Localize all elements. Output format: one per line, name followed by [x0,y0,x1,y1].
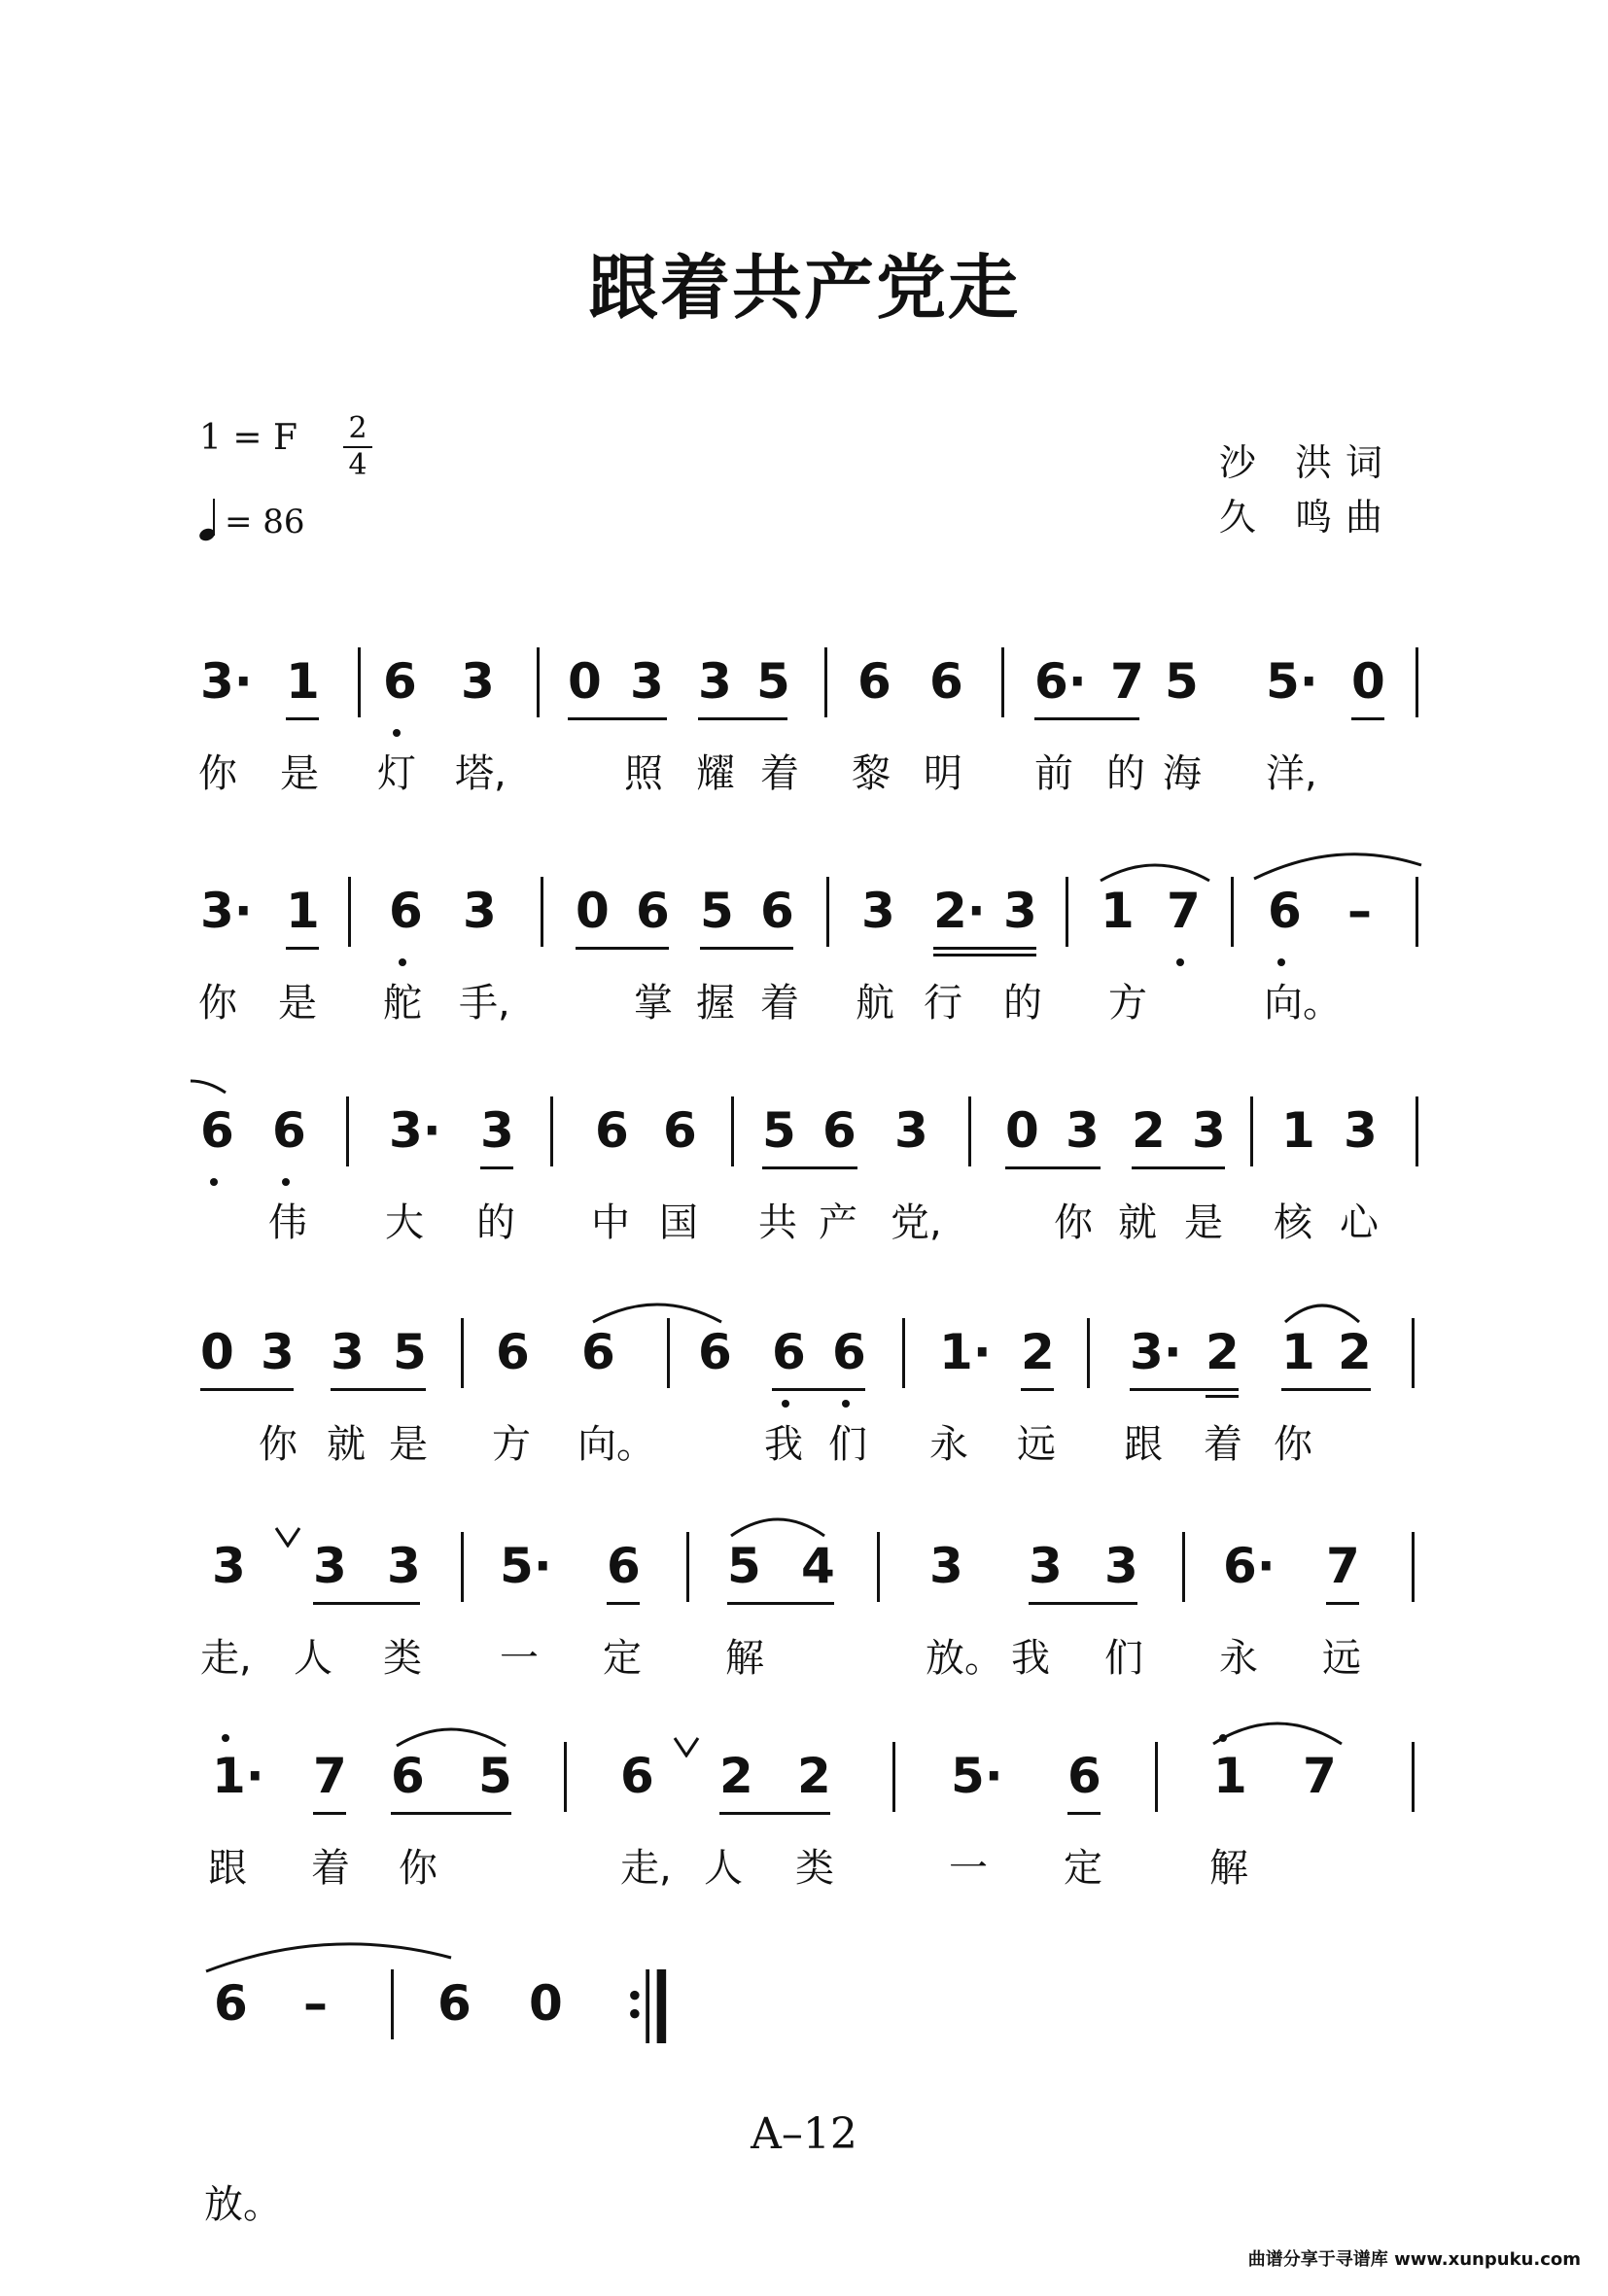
notes-row [0,1538,1608,1616]
note: 3· [389,1102,441,1159]
lyric: 的 [476,1200,515,1245]
lyric: 是 [278,981,317,1026]
lyric: 就 [1118,1200,1157,1245]
note: 3 [929,1538,963,1594]
lyric: 你 [1274,1422,1312,1467]
lyric: 类 [383,1636,422,1681]
lyric: 航 [856,981,894,1026]
notes-row [0,1324,1608,1402]
lyric: 国 [659,1200,698,1245]
note: 0 [529,1975,563,2032]
note: 5 [478,1748,512,1804]
lyricist: 沙 洪词 [1218,441,1396,484]
lyric: 解 [725,1636,764,1681]
lyric: 手, [459,981,510,1026]
lyric: 永 [1219,1636,1258,1681]
note: 3 [463,883,497,939]
note: 6 [214,1975,248,2032]
lyric: 是 [280,751,319,796]
time-denominator: 4 [348,448,367,482]
note: 1 [1281,1324,1315,1380]
lyric: 永 [929,1422,968,1467]
footer-watermark: 曲谱分享于寻谱库 www.xunpuku.com [1247,2249,1581,2270]
note: 6 [607,1538,641,1594]
lyric: 是 [389,1422,428,1467]
note: 5 [727,1538,761,1594]
note: 3 [1003,883,1037,939]
note: 5 [1165,653,1199,710]
lyric: 黎 [852,751,891,796]
note: 6 [581,1324,615,1380]
note: 3 [894,1102,928,1159]
lyric: 我 [1011,1636,1050,1681]
note: 7 [1303,1748,1337,1804]
note: 6 [200,1102,234,1159]
note: 1 [286,653,320,710]
lyric: 塔, [455,751,507,796]
lyric: 类 [795,1846,834,1891]
lyric: 你 [399,1846,437,1891]
note: 5 [762,1102,796,1159]
note: 3· [200,653,253,710]
note: 5 [393,1324,427,1380]
note: 6 [391,1748,425,1804]
note: 3 [261,1324,295,1380]
note: 6 [389,883,423,939]
note: 6 [857,653,891,710]
note: 3· [200,883,253,939]
note: 6 [437,1975,472,2032]
lyric: 是 [1184,1200,1223,1245]
note: 1 [1101,883,1135,939]
lyric: 远 [1322,1636,1361,1681]
lyric: 人 [704,1846,743,1891]
note: 5 [756,653,790,710]
note: 7 [1110,653,1144,710]
lyric: 走, [200,1636,252,1681]
note: 3 [331,1324,365,1380]
lyric: 一 [949,1846,988,1891]
note: 7 [1326,1538,1360,1594]
note: 3 [461,653,495,710]
lyric: 着 [760,751,799,796]
lyric: 中 [591,1200,630,1245]
tempo-value: = 86 [225,503,305,541]
notes-row [0,883,1608,960]
notes-row [0,653,1608,731]
lyric: 放。 [926,1636,1003,1681]
note: 6 [496,1324,530,1380]
page-number: A–12 [751,2109,857,2159]
lyric: 走, [620,1846,672,1891]
note: 1 [1281,1102,1315,1159]
lyric: 共 [758,1200,797,1245]
lyric: 舵 [383,981,422,1026]
note: 6 [760,883,794,939]
lyric: 灯 [377,751,416,796]
note: 0 [576,883,610,939]
lyric: 行 [924,981,962,1026]
note: 6 [832,1324,866,1380]
lyric: 党, [891,1200,942,1245]
lyric: 的 [1003,981,1042,1026]
composer: 久 鸣曲 [1218,496,1396,539]
note: 2 [719,1748,753,1804]
note: 3 [1104,1538,1138,1594]
note: 7 [1167,883,1201,939]
lyric: 的 [1106,751,1145,796]
lyric: 们 [1104,1636,1143,1681]
note: 2 [1132,1102,1166,1159]
lyric: 耀 [696,751,735,796]
note: 3 [1192,1102,1226,1159]
lyric: 前 [1034,751,1073,796]
quarter-note-icon [199,498,221,540]
lyric: 解 [1209,1846,1248,1891]
note: 6 [929,653,963,710]
lyric: 定 [1064,1846,1102,1891]
note: 1· [212,1748,264,1804]
note: – [1347,883,1372,939]
note: 1 [286,883,320,939]
lyric: 放。 [204,2182,282,2227]
note: – [303,1975,328,2032]
note: 5· [500,1538,552,1594]
note: 2 [1206,1324,1240,1380]
note: 6 [1067,1748,1101,1804]
lyric: 你 [198,751,237,796]
lyric: 你 [259,1422,297,1467]
note: 6 [636,883,670,939]
note: 6 [620,1748,654,1804]
note: 3 [630,653,664,710]
note: 6 [698,1324,732,1380]
lyric: 着 [760,981,799,1026]
lyric: 远 [1017,1422,1056,1467]
lyric: 们 [828,1422,867,1467]
note: 0 [200,1324,234,1380]
note: 3· [1130,1324,1182,1380]
lyric: 明 [924,751,962,796]
note: 3 [1029,1538,1063,1594]
note: 3 [1066,1102,1100,1159]
note: 6 [822,1102,856,1159]
notes-row [0,1748,1608,1826]
note: 3 [698,653,732,710]
note: 5 [700,883,734,939]
lyric: 你 [1054,1200,1093,1245]
note: 1· [939,1324,992,1380]
note: 2 [797,1748,831,1804]
tempo-marking [199,498,305,541]
note: 2 [1021,1324,1055,1380]
note: 3 [1344,1102,1378,1159]
note: 3 [387,1538,421,1594]
lyric: 着 [1204,1422,1242,1467]
time-signature [343,411,372,482]
note: 3 [861,883,895,939]
time-numerator: 2 [348,411,367,445]
lyric: 核 [1274,1200,1312,1245]
lyric: 向。 [1264,981,1342,1026]
lyric: 就 [327,1422,366,1467]
credits [1219,435,1396,544]
lyric: 向。 [577,1422,655,1467]
note: 6· [1223,1538,1276,1594]
lyric: 心 [1340,1200,1379,1245]
note: 6 [1268,883,1302,939]
note: 0 [1005,1102,1039,1159]
lyric: 人 [294,1636,332,1681]
note: 3 [212,1538,246,1594]
lyric: 跟 [208,1846,247,1891]
lyric: 照 [624,751,663,796]
note: 6 [595,1102,629,1159]
note: 2· [933,883,986,939]
lyric: 定 [603,1636,642,1681]
lyric: 掌 [634,981,673,1026]
note: 6 [272,1102,306,1159]
note: 3 [313,1538,347,1594]
note: 5· [951,1748,1003,1804]
note: 0 [1351,653,1385,710]
note: 1 [1213,1748,1247,1804]
lyric: 握 [696,981,735,1026]
lyric: 海 [1163,751,1202,796]
lyric: 伟 [268,1200,307,1245]
note: 7 [313,1748,347,1804]
note: 6 [663,1102,697,1159]
note: 3 [480,1102,514,1159]
lyric: 大 [385,1200,424,1245]
notes-row [0,1975,1608,2053]
note: 2 [1338,1324,1372,1380]
lyric: 方 [1108,981,1147,1026]
lyric: 跟 [1124,1422,1163,1467]
repeat-end-barline [626,1969,675,2043]
lyric: 一 [500,1636,539,1681]
note: 4 [801,1538,835,1594]
note: 6· [1034,653,1087,710]
lyric: 洋, [1266,751,1317,796]
lyric: 方 [492,1422,531,1467]
note: 5· [1266,653,1318,710]
note: 6 [383,653,417,710]
song-title: 跟着共产党走 [587,247,1020,329]
lyric: 产 [819,1200,857,1245]
lyric: 着 [311,1846,350,1891]
notes-row [0,1102,1608,1180]
lyric: 你 [198,981,237,1026]
key-signature: 1 = F [199,418,297,458]
lyric: 我 [764,1422,803,1467]
note: 0 [568,653,602,710]
note: 6 [772,1324,806,1380]
